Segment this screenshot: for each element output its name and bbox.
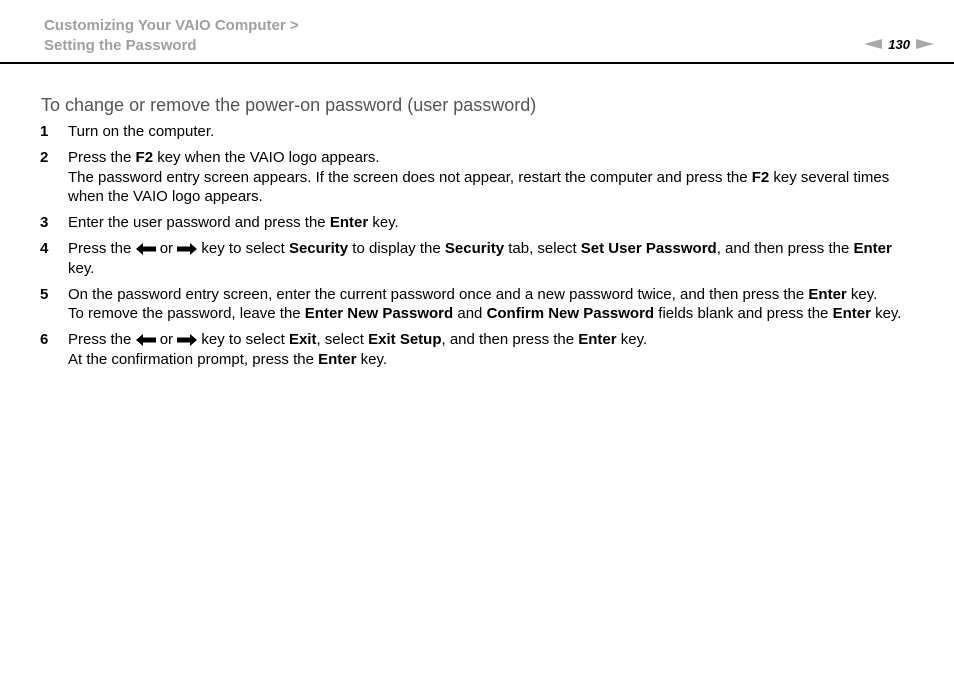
right-arrow-key-icon <box>177 243 197 255</box>
next-page-icon[interactable] <box>916 39 934 49</box>
step-text: Turn on the computer. <box>68 123 215 140</box>
key-name: Enter <box>329 214 369 231</box>
page-number: 130 <box>888 36 910 52</box>
step-5 <box>40 285 920 324</box>
section-title: To change or remove the power-on password (user password) <box>41 95 537 115</box>
step-6 <box>40 330 920 369</box>
step-3 <box>40 213 920 233</box>
step-4 <box>40 239 920 278</box>
step-number: 2 <box>40 149 49 166</box>
step-text: Press the or key to select Security to display the Security tab, select Set User Password, and then press the Enter key. <box>68 240 892 277</box>
breadcrumb-chapter[interactable]: Customizing Your VAIO Computer > <box>44 17 299 34</box>
left-arrow-key-icon <box>136 243 156 255</box>
step-2 <box>40 148 920 207</box>
page-navigator <box>864 36 934 52</box>
step-text: Enter the user password and press the Enter key. <box>68 214 399 231</box>
step-text: On the password entry screen, enter the current password once and a new password twice, and then press the Enter key. To remove the password, leave the Enter New Password and Confirm New Password fields blank and press the Enter key. <box>68 285 902 322</box>
step-number: 6 <box>40 331 49 348</box>
step-1 <box>40 122 920 142</box>
step-number: 3 <box>40 214 49 231</box>
right-arrow-key-icon <box>177 334 197 346</box>
step-number: 4 <box>40 240 49 257</box>
step-number: 1 <box>40 123 49 140</box>
previous-page-icon[interactable] <box>864 39 882 49</box>
breadcrumb <box>44 16 299 56</box>
step-text: Press the or key to select Exit, select Exit Setup, and then press the Enter key. At the confirmation prompt, press the Enter key. <box>68 331 648 368</box>
key-name: F2 <box>751 168 770 186</box>
page-header <box>0 0 954 64</box>
left-arrow-key-icon <box>136 334 156 346</box>
key-name: F2 <box>135 149 154 166</box>
step-list <box>40 122 920 376</box>
breadcrumb-section[interactable]: Setting the Password <box>44 37 197 54</box>
step-text: Press the F2 key when the VAIO logo appears. The password entry screen appears. If the screen does not appear, restart the computer and press the F2 key several times when the VAIO logo appears. <box>68 149 890 205</box>
step-number: 5 <box>40 285 49 303</box>
